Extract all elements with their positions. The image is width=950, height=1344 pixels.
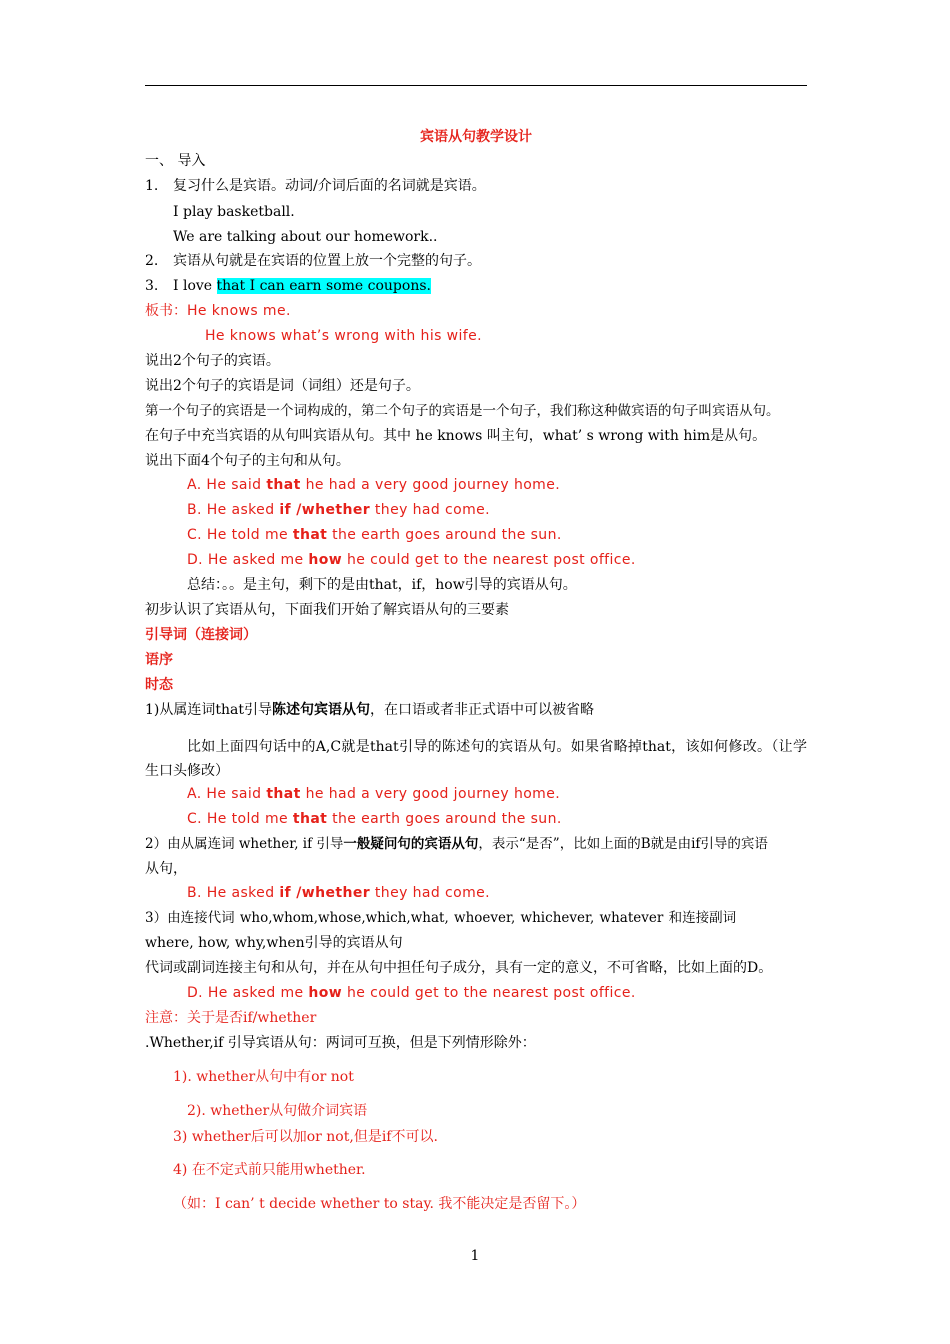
note-item-2: 2). whether从句做介词宾语: [187, 1103, 368, 1119]
list-number: 3.: [145, 278, 159, 294]
rule-3-line-2: where, how, why,when引导的宾语从句: [145, 935, 403, 951]
connective: how: [308, 985, 343, 1001]
example-d: D. He asked me how he could get to the nearest post office.: [187, 552, 636, 568]
rule-3-line-3: 代词或副词连接主句和从句，并在从句中担任句子成分，具有一定的意义，不可省略，比如上面的D。: [145, 960, 773, 976]
example-b: B. He asked if /whether they had come.: [187, 502, 490, 518]
note-item-3: 3) whether后可以加or not,但是if不可以.: [173, 1129, 438, 1145]
heading-word-order: 语序: [145, 652, 173, 668]
rule-1-explanation: 比如上面四句话中的A,C就是that引导的陈述句的宾语从句。如果省略掉that，该如何修改。（让学生口头修改）: [145, 739, 807, 779]
board-sentence-1: He knows me.: [187, 303, 291, 319]
note-item-4: 4) 在不定式前只能用whether.: [173, 1162, 366, 1178]
example-c-repeat: C. He told me that the earth goes around the sun.: [187, 811, 562, 827]
connective: if /whether: [279, 502, 371, 518]
board-notes: [145, 302, 807, 320]
page-title: 宾语从句教学设计: [420, 129, 532, 145]
summary: 总结：。。是主句，剩下的是由that，if，how引导的宾语从句。: [187, 577, 577, 593]
rule-2-cont: 从句，: [145, 861, 187, 877]
connective: that: [292, 527, 328, 543]
heading-connective: 引导词（连接词）: [145, 627, 257, 643]
example-c: C. He told me that the earth goes around the sun.: [187, 527, 562, 543]
note-item-1: 1). whether从句中有or not: [173, 1069, 354, 1085]
list-item-2: [145, 252, 807, 270]
paragraph: 第一个句子的宾语是一个词构成的，第二个句子的宾语是一个句子，我们称这种做宾语的句子叫宾语从句。: [145, 403, 780, 419]
connective: how: [308, 552, 343, 568]
example-a: A. He said that he had a very good journey home.: [187, 477, 561, 493]
list-number: 1.: [145, 178, 159, 194]
header-rule: [145, 85, 807, 86]
list-text: I love that I can earn some coupons.: [173, 278, 431, 294]
connective: that: [292, 811, 328, 827]
example-sentence: We are talking about our homework..: [173, 229, 438, 245]
list-item-1: [145, 177, 807, 195]
highlighted-clause: that I can earn some coupons.: [216, 278, 431, 294]
note-intro: .Whether,if 引导宾语从句：两词可互换，但是下列情形除外：: [145, 1035, 536, 1051]
paragraph: 说出下面4个句子的主句和从句。: [145, 453, 350, 469]
connective: if /whether: [279, 885, 371, 901]
rule-3: 3）由连接代词 who,whom,whose,which,what, whoever, whichever, whatever 和连接副词: [145, 910, 737, 926]
note-example: （如：I can’ t decide whether to stay. 我不能决定是否留下。）: [173, 1196, 586, 1212]
list-item-3: [145, 277, 807, 295]
example-b-repeat: B. He asked if /whether they had come.: [187, 885, 490, 901]
example-a-repeat: A. He said that he had a very good journey home.: [187, 786, 561, 802]
note-heading: 注意：关于是否if/whether: [145, 1010, 317, 1026]
paragraph: 说出2个句子的宾语。: [145, 353, 280, 369]
paragraph: 在句子中充当宾语的从句叫宾语从句。其中 he knows 叫主句，what’ s wrong with him是从句。: [145, 428, 767, 444]
rule-2: 2）由从属连词 whether, if 引导一般疑问句的宾语从句，表示“是否”，比如上面的B就是由if引导的宾语: [145, 836, 768, 852]
list-number: 2.: [145, 253, 159, 269]
list-text: 复习什么是宾语。动词/介词后面的名词就是宾语。: [173, 178, 486, 194]
example-d-repeat: D. He asked me how he could get to the nearest post office.: [187, 985, 636, 1001]
paragraph: 初步认识了宾语从句，下面我们开始了解宾语从句的三要素: [145, 602, 509, 618]
page-number: 1: [470, 1248, 480, 1264]
example-sentence: I play basketball.: [173, 204, 295, 220]
connective: that: [266, 786, 301, 802]
rule-1: 1)从属连词that引导陈述句宾语从句，在口语或者非正式语中可以被省略: [145, 702, 594, 718]
board-label: 板书：: [145, 303, 187, 319]
heading-tense: 时态: [145, 677, 173, 693]
section-heading-intro: 一、 导入: [145, 153, 206, 169]
list-text: 宾语从句就是在宾语的位置上放一个完整的句子。: [173, 253, 481, 269]
connective: that: [266, 477, 301, 493]
paragraph: 说出2个句子的宾语是词（词组）还是句子。: [145, 378, 420, 394]
board-sentence-2: He knows what’s wrong with his wife.: [205, 328, 482, 344]
